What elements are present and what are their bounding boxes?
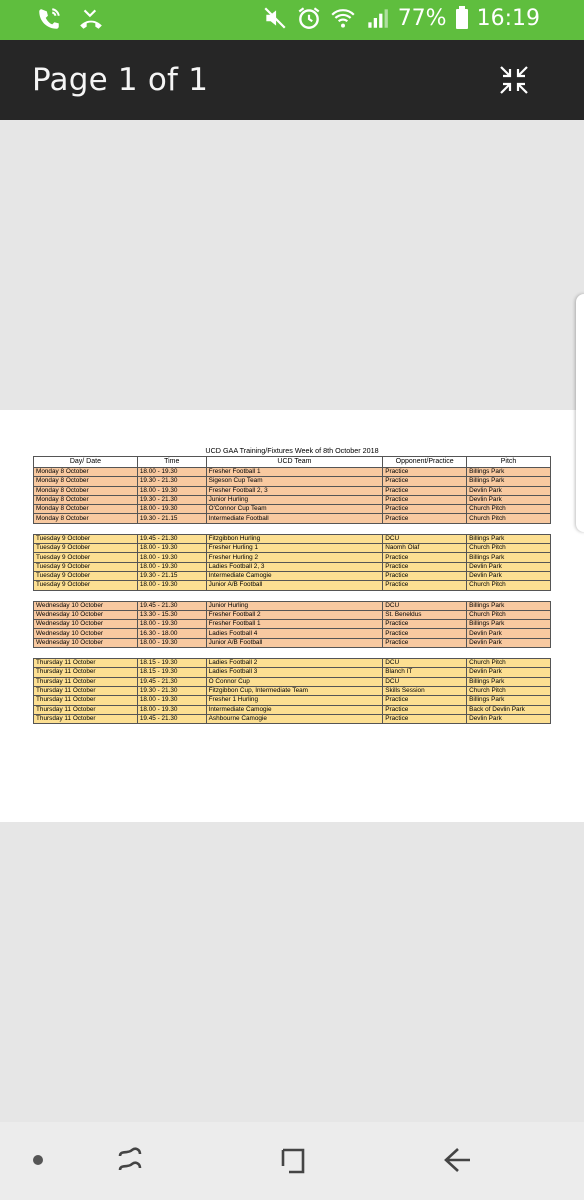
table-cell: Ladies Football 4 — [206, 629, 383, 638]
table-cell: Junior A/B Football — [206, 638, 383, 647]
table-cell: Thursday 11 October — [34, 686, 138, 695]
table-cell: Church Pitch — [467, 544, 551, 553]
table-cell: Fitzgibbon Hurling — [206, 534, 383, 543]
table-cell: O'Connor Cup Team — [206, 505, 383, 514]
table-cell: Junior A/B Football — [206, 581, 383, 590]
table-cell: Billings Park — [467, 677, 551, 686]
table-cell: Billings Park — [467, 468, 551, 477]
table-cell: Fresher Football 2 — [206, 610, 383, 619]
table-row — [34, 620, 551, 629]
table-row — [34, 477, 551, 486]
table-row — [34, 629, 551, 638]
alarm-icon — [296, 5, 322, 31]
group-spacer — [34, 648, 551, 659]
table-cell: Wednesday 10 October — [34, 638, 138, 647]
table-cell: Wednesday 10 October — [34, 629, 138, 638]
table-cell: Devlin Park — [467, 571, 551, 580]
table-cell: 18.00 - 19.30 — [137, 696, 206, 705]
table-cell: Billings Park — [467, 534, 551, 543]
table-cell: Practice — [383, 505, 467, 514]
table-cell: Billings Park — [467, 553, 551, 562]
table-cell: Practice — [383, 696, 467, 705]
wifi-icon — [330, 5, 356, 31]
table-cell: Monday 8 October — [34, 505, 138, 514]
table-cell: Devlin Park — [467, 562, 551, 571]
table-cell: Billings Park — [467, 620, 551, 629]
table-cell: DCU — [383, 601, 467, 610]
table-header-row — [34, 457, 551, 468]
status-bar — [0, 0, 584, 40]
table-cell: 19.30 - 21.15 — [137, 514, 206, 523]
table-cell: Intermediate Camogie — [206, 705, 383, 714]
table-cell: Intermediate Camogie — [206, 571, 383, 580]
table-cell: 19.30 - 21.15 — [137, 571, 206, 580]
table-cell: Tuesday 9 October — [34, 544, 138, 553]
table-cell: Practice — [383, 629, 467, 638]
table-cell: Intermediate Football — [206, 514, 383, 523]
table-cell: Ashbourne Camogie — [206, 714, 383, 723]
table-cell: Practice — [383, 514, 467, 523]
table-cell: Monday 8 October — [34, 495, 138, 504]
table-cell: Church Pitch — [467, 686, 551, 695]
table-cell: Ladies Football 2 — [206, 659, 383, 668]
table-row — [34, 514, 551, 523]
table-cell: Fitzgibbon Cup, Intermediate Team — [206, 686, 383, 695]
table-cell: 18.15 - 19.30 — [137, 659, 206, 668]
table-cell: Blanch IT — [383, 668, 467, 677]
table-row — [34, 581, 551, 590]
group-spacer — [34, 590, 551, 601]
fast-scroll-handle[interactable] — [576, 294, 584, 532]
table-cell: Tuesday 9 October — [34, 581, 138, 590]
table-cell: Monday 8 October — [34, 486, 138, 495]
table-cell: Thursday 11 October — [34, 668, 138, 677]
table-cell: Billings Park — [467, 696, 551, 705]
battery-icon — [455, 6, 469, 30]
table-caption-row — [34, 446, 551, 457]
table-cell: Wednesday 10 October — [34, 620, 138, 629]
table-cell: Devlin Park — [467, 495, 551, 504]
back-icon[interactable] — [440, 1142, 476, 1178]
table-cell: Devlin Park — [467, 486, 551, 495]
clock: 16:19 — [476, 5, 540, 31]
fixtures-table — [33, 446, 551, 724]
table-cell: Devlin Park — [467, 629, 551, 638]
table-cell: 19.30 - 21.30 — [137, 686, 206, 695]
column-header: Pitch — [467, 457, 551, 468]
missed-call-icon — [78, 6, 104, 32]
table-row — [34, 659, 551, 668]
table-cell: 19.30 - 21.30 — [137, 477, 206, 486]
table-cell: Devlin Park — [467, 668, 551, 677]
table-row — [34, 534, 551, 543]
table-cell: Devlin Park — [467, 638, 551, 647]
table-row — [34, 714, 551, 723]
table-cell: Tuesday 9 October — [34, 571, 138, 580]
table-cell: Practice — [383, 486, 467, 495]
recent-apps-icon[interactable] — [112, 1142, 148, 1178]
table-cell: Ladies Football 2, 3 — [206, 562, 383, 571]
table-cell: Skills Session — [383, 686, 467, 695]
table-cell: 18.00 - 19.30 — [137, 562, 206, 571]
table-cell: Church Pitch — [467, 581, 551, 590]
table-cell: Fresher Hurling 2 — [206, 553, 383, 562]
table-row — [34, 668, 551, 677]
table-cell: 18.00 - 19.30 — [137, 486, 206, 495]
table-cell: 18.00 - 19.30 — [137, 638, 206, 647]
table-cell: Practice — [383, 495, 467, 504]
table-cell: Wednesday 10 October — [34, 610, 138, 619]
table-row — [34, 601, 551, 610]
table-row — [34, 571, 551, 580]
table-cell: Naomh Olaf — [383, 544, 467, 553]
table-cell: 18.00 - 19.30 — [137, 468, 206, 477]
table-row — [34, 677, 551, 686]
table-cell: Fresher Football 1 — [206, 620, 383, 629]
table-cell: Monday 8 October — [34, 468, 138, 477]
mute-icon — [262, 5, 288, 31]
table-cell: Practice — [383, 714, 467, 723]
table-cell: Thursday 11 October — [34, 696, 138, 705]
table-cell: 18.00 - 19.30 — [137, 581, 206, 590]
table-cell: DCU — [383, 659, 467, 668]
dot-icon[interactable] — [24, 1142, 60, 1178]
table-cell: DCU — [383, 677, 467, 686]
column-header: UCD Team — [206, 457, 383, 468]
table-cell: Practice — [383, 705, 467, 714]
page-indicator-title: Page 1 of 1 — [32, 62, 209, 98]
table-row — [34, 553, 551, 562]
table-cell: Junior Hurling — [206, 601, 383, 610]
signal-icon — [364, 5, 390, 31]
table-row — [34, 696, 551, 705]
table-cell: Billings Park — [467, 477, 551, 486]
collapse-arrows-icon[interactable] — [498, 64, 530, 96]
table-cell: Church Pitch — [467, 659, 551, 668]
table-cell: Ladies Football 3 — [206, 668, 383, 677]
table-cell: Practice — [383, 562, 467, 571]
table-row — [34, 495, 551, 504]
table-row — [34, 544, 551, 553]
table-cell: Practice — [383, 553, 467, 562]
table-cell: Tuesday 9 October — [34, 562, 138, 571]
table-cell: St. Beneldus — [383, 610, 467, 619]
table-cell: Practice — [383, 620, 467, 629]
home-icon[interactable] — [275, 1142, 311, 1178]
table-cell: O Connor Cup — [206, 677, 383, 686]
column-header: Time — [137, 457, 206, 468]
table-cell: Church Pitch — [467, 610, 551, 619]
table-cell: Fresher Football 2, 3 — [206, 486, 383, 495]
table-cell: Church Pitch — [467, 505, 551, 514]
table-cell: Church Pitch — [467, 514, 551, 523]
table-cell: Practice — [383, 581, 467, 590]
table-cell: 19.45 - 21.30 — [137, 534, 206, 543]
table-cell: 13.30 - 15.30 — [137, 610, 206, 619]
battery-percent: 77% — [397, 5, 447, 31]
table-cell: Thursday 11 October — [34, 714, 138, 723]
table-row — [34, 705, 551, 714]
table-cell: DCU — [383, 534, 467, 543]
table-cell: Practice — [383, 477, 467, 486]
table-cell: Back of Devlin Park — [467, 705, 551, 714]
table-cell: Practice — [383, 468, 467, 477]
table-cell: Tuesday 9 October — [34, 553, 138, 562]
table-cell: 18.00 - 19.30 — [137, 620, 206, 629]
group-spacer — [34, 523, 551, 534]
table-row — [34, 610, 551, 619]
table-cell: 16.30 - 18.00 — [137, 629, 206, 638]
table-row — [34, 505, 551, 514]
table-cell: 18.00 - 19.30 — [137, 505, 206, 514]
column-header: Opponent/Practice — [383, 457, 467, 468]
table-cell: Monday 8 October — [34, 477, 138, 486]
table-cell: Practice — [383, 638, 467, 647]
table-cell: Thursday 11 October — [34, 659, 138, 668]
table-cell: Practice — [383, 571, 467, 580]
table-cell: 19.45 - 21.30 — [137, 714, 206, 723]
table-cell: 19.45 - 21.30 — [137, 677, 206, 686]
table-cell: 18.15 - 19.30 — [137, 668, 206, 677]
app-bar — [0, 40, 584, 120]
table-cell: Thursday 11 October — [34, 677, 138, 686]
table-cell: Billings Park — [467, 601, 551, 610]
table-row — [34, 562, 551, 571]
table-cell: 19.45 - 21.30 — [137, 601, 206, 610]
table-cell: Junior Hurling — [206, 495, 383, 504]
table-row — [34, 686, 551, 695]
table-cell: 18.00 - 19.30 — [137, 705, 206, 714]
table-row — [34, 638, 551, 647]
table-cell: Tuesday 9 October — [34, 534, 138, 543]
table-cell: Thursday 11 October — [34, 705, 138, 714]
table-cell: Fresher Hurling 1 — [206, 544, 383, 553]
table-cell: 19.30 - 21.30 — [137, 495, 206, 504]
phone-wifi-call-icon — [36, 6, 62, 32]
table-cell: Devlin Park — [467, 714, 551, 723]
table-caption: UCD GAA Training/Fixtures Week of 8th October 2018 — [34, 446, 551, 457]
table-row — [34, 486, 551, 495]
table-cell: Wednesday 10 October — [34, 601, 138, 610]
table-cell: Fresher 1 Hurling — [206, 696, 383, 705]
table-cell: 18.00 - 19.30 — [137, 544, 206, 553]
table-cell: Sigeson Cup Team — [206, 477, 383, 486]
table-cell: 18.00 - 19.30 — [137, 553, 206, 562]
table-cell: Fresher Football 1 — [206, 468, 383, 477]
table-row — [34, 468, 551, 477]
table-cell: Monday 8 October — [34, 514, 138, 523]
column-header: Day/ Date — [34, 457, 138, 468]
